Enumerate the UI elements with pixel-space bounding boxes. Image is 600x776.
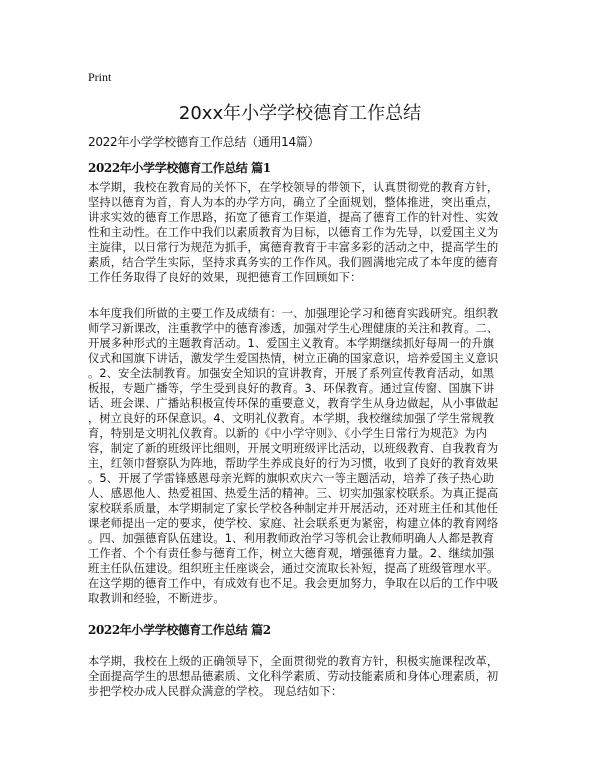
text-line: 班主任队伍建设。组织班主任座谈会，通过交流取长补短，提高了班级管理水平。 bbox=[88, 562, 499, 575]
text-line: 家校联系质量，本学期制定了家长学校各种制定并开展活动，还对班主任和其他任 bbox=[88, 502, 499, 515]
text-line: 本学期，我校在上级的正确领导下，全面贯彻党的教育方针，积极实施课程改革， bbox=[88, 655, 499, 668]
text-line: 取教训和经验，不断进步。 bbox=[88, 592, 225, 605]
text-line: 育，特别是文明礼仪教育。以新的《中小学守则》、《小学生日常行为规范》为内 bbox=[88, 427, 487, 440]
text-line: 性和主动性。在工作中我们以素质教育为目标，以德育工作为先导，以爱国主义为 bbox=[88, 226, 499, 239]
text-line: 。四、加强德育队伍建设。1、利用教师政治学习等机会让教师明确人人都是教育 bbox=[88, 532, 495, 545]
text-line: 主旋律，以日常行为规范为抓手，寓德育教育于丰富多彩的活动之中，提高学生的 bbox=[88, 241, 499, 254]
text-line: 素质，结合学生实际，坚持求真务实的工作作风。我们圆满地完成了本年度的德育 bbox=[88, 256, 499, 269]
document-title: 20xx年小学学校德育工作总结 bbox=[178, 103, 422, 124]
text-line: 本学期，我校在教育局的关怀下，在学校领导的带领下，认真贯彻党的教育方针， bbox=[88, 181, 499, 194]
text-line: 话、班会课、广播站积极宣传环保的重要意义，教育学生从身边做起，从小事做起 bbox=[88, 397, 499, 410]
text-line: 。5、开展了学雷锋感恩母亲光辉的旗帜欢庆六一等主题活动，培养了孩子热心助 bbox=[88, 472, 495, 485]
text-line: 步把学校办成人民群众满意的学校。 现总结如下： bbox=[88, 685, 343, 698]
text-line: 主，红领巾督察队为阵地，帮助学生养成良好的行为习惯，收到了良好的教育效果 bbox=[88, 457, 499, 470]
text-line: 板报，专题广播等，学生受到良好的教育。3、环保教育。通过宣传窗、国旗下讲 bbox=[88, 382, 495, 395]
text-line: 开展多种形式的主题教育活动。1、爱国主义教育。本学期继续抓好每周一的升旗 bbox=[88, 337, 495, 350]
document-subtitle: 2022年小学学校德育工作总结（通用14篇） bbox=[88, 135, 320, 149]
text-line: 师学习新课改，注重教学中的德育渗透，加强对学生心理健康的关注和教育。二、 bbox=[88, 322, 499, 335]
text-line: 工作任务取得了良好的效果，现把德育工作回顾如下： bbox=[88, 271, 362, 284]
text-line: 坚持以德育为首，育人为本的办学方向，确立了全面规划，整体推进，突出重点， bbox=[88, 196, 499, 209]
text-line: 工作者、个个有责任参与德育工作，树立大德育观，增强德育力量。2、继续加强 bbox=[88, 547, 495, 560]
print-link[interactable]: Print bbox=[88, 70, 112, 84]
text-line: 容，制定了新的班级评比细则，开展文明班级评比活动，以班级教育、自我教育为 bbox=[88, 442, 499, 455]
section-heading-1: 2022年小学学校德育工作总结 篇1 bbox=[88, 161, 271, 175]
text-line: 。2、安全法制教育。加强安全知识的宣讲教育，开展了系列宣传教育活动，如黑 bbox=[88, 367, 495, 380]
section-2-paragraph-1 bbox=[88, 654, 498, 699]
text-line: 人、感恩他人、热爱祖国、热爱生活的精神。三、切实加强家校联系。为真正提高 bbox=[88, 487, 499, 500]
text-line: 在这学期的德育工作中，有成效有也不足。我会更加努力，争取在以后的工作中吸 bbox=[88, 577, 499, 590]
section-1-paragraph-1 bbox=[88, 180, 498, 285]
text-line: ，树立良好的环保意识。4、文明礼仪教育。本学期，我校继续加强了学生常规教 bbox=[88, 412, 495, 425]
section-1-paragraph-2 bbox=[88, 306, 498, 606]
text-line: 全面提高学生的思想品德素质、文化科学素质、劳动技能素质和身体心理素质，初 bbox=[88, 670, 499, 683]
text-line: 本年度我们所做的主要工作及成绩有：一、加强理论学习和德育实践研究。组织教 bbox=[88, 307, 499, 320]
section-heading-2: 2022年小学学校德育工作总结 篇2 bbox=[88, 623, 271, 637]
text-line: 仪式和国旗下讲话，激发学生爱国热情，树立正确的国家意识，培养爱国主义意识 bbox=[88, 352, 499, 365]
text-line: 课老师提出一定的要求，使学校、家庭、社会联系更为紧密，构建立体的教育网络 bbox=[88, 517, 499, 530]
text-line: 讲求实效的德育工作思路，拓宽了德育工作渠道，提高了德育工作的针对性、实效 bbox=[88, 211, 499, 224]
